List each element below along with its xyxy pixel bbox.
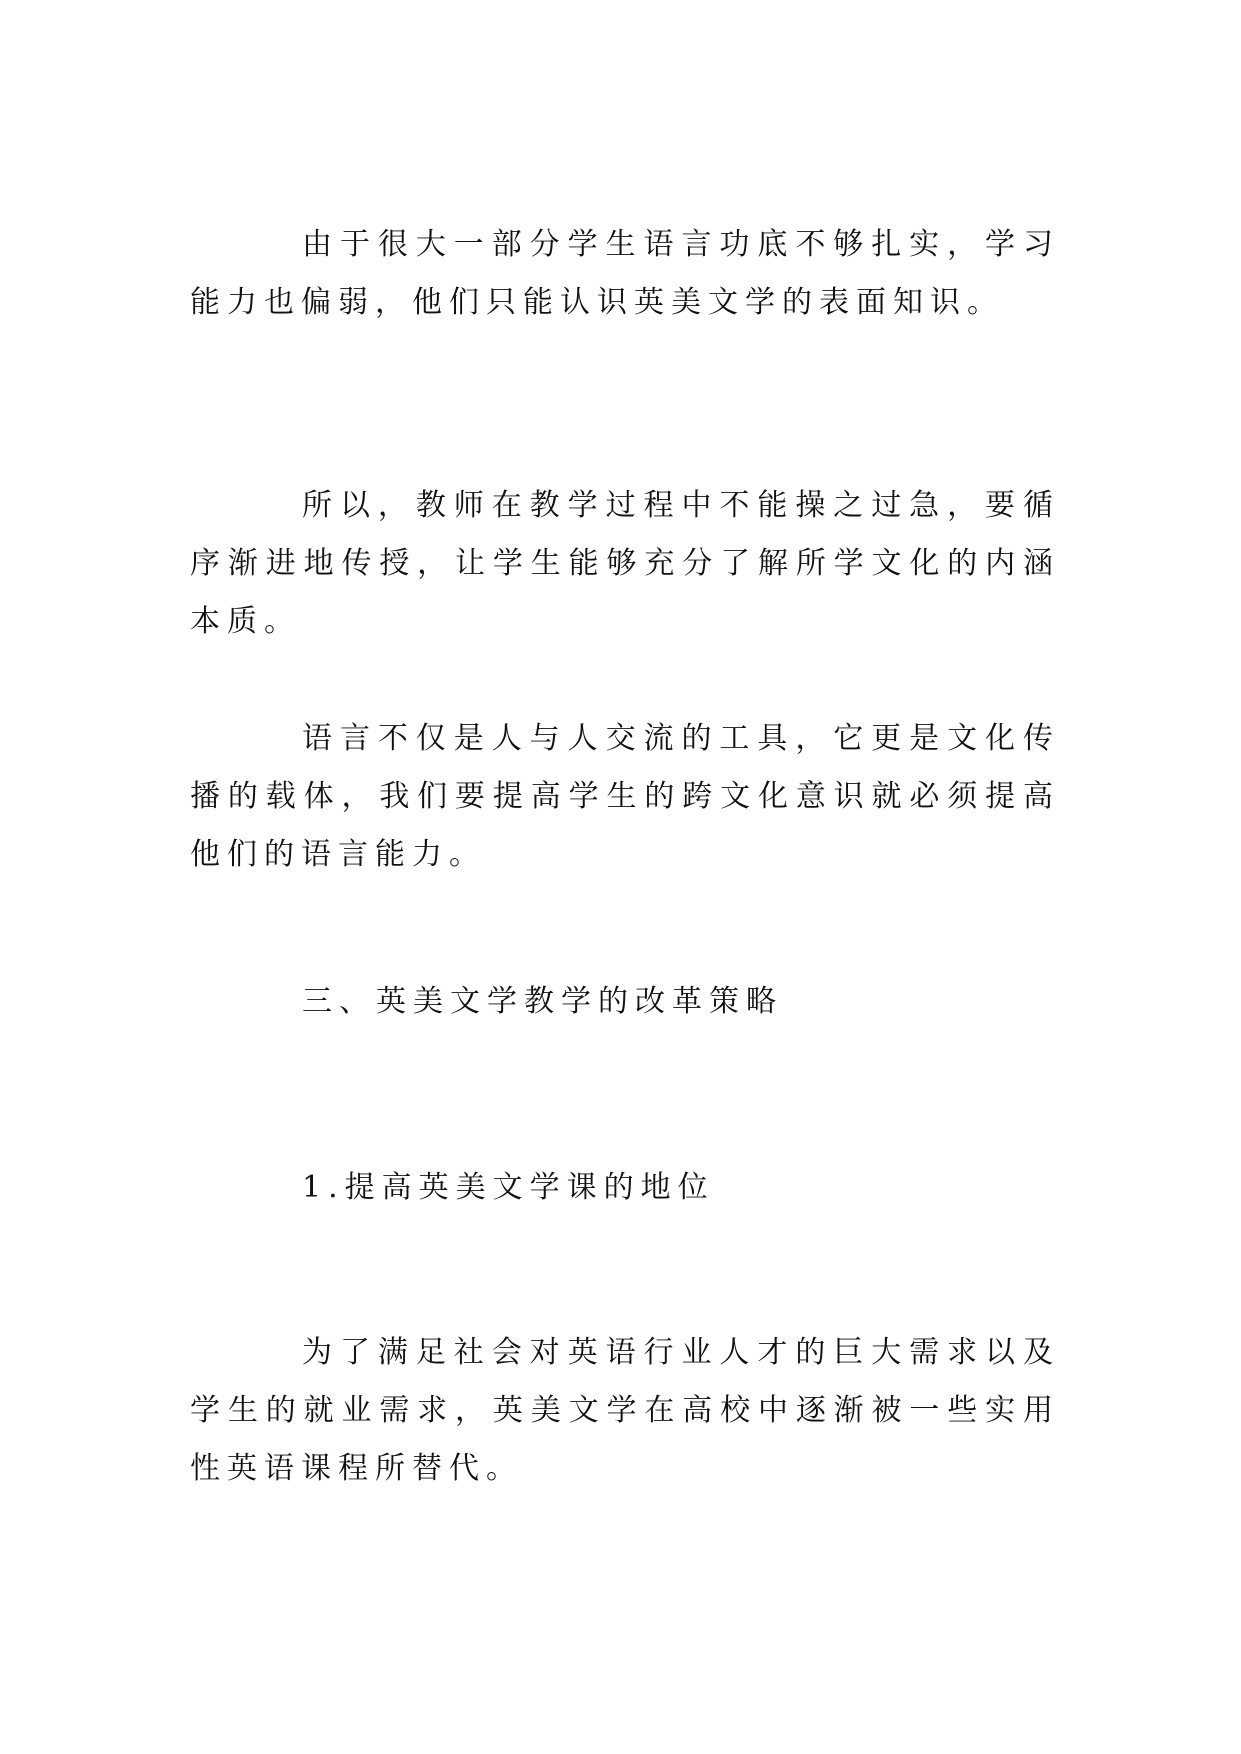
paragraph: 语言不仅是人与人交流的工具，它更是文化传播的载体，我们要提高学生的跨文化意识就必须提高他们的语言能力。 [190, 721, 1060, 872]
paragraph: 所以，教师在教学过程中不能操之过急，要循序渐进地传授，让学生能够充分了解所学文化的内涵本质。 [190, 488, 1060, 639]
section-heading: 三、英美文学教学的改革策略 [302, 984, 783, 1019]
paragraph: 由于很大一部分学生语言功底不够扎实，学习能力也偏弱，他们只能认识英美文学的表面知识。 [190, 227, 1060, 320]
subsection-heading: 1.提高英美文学课的地位 [302, 1170, 715, 1205]
paragraph: 为了满足社会对英语行业人才的巨大需求以及学生的就业需求，英美文学在高校中逐渐被一些实用性英语课程所替代。 [190, 1335, 1060, 1486]
